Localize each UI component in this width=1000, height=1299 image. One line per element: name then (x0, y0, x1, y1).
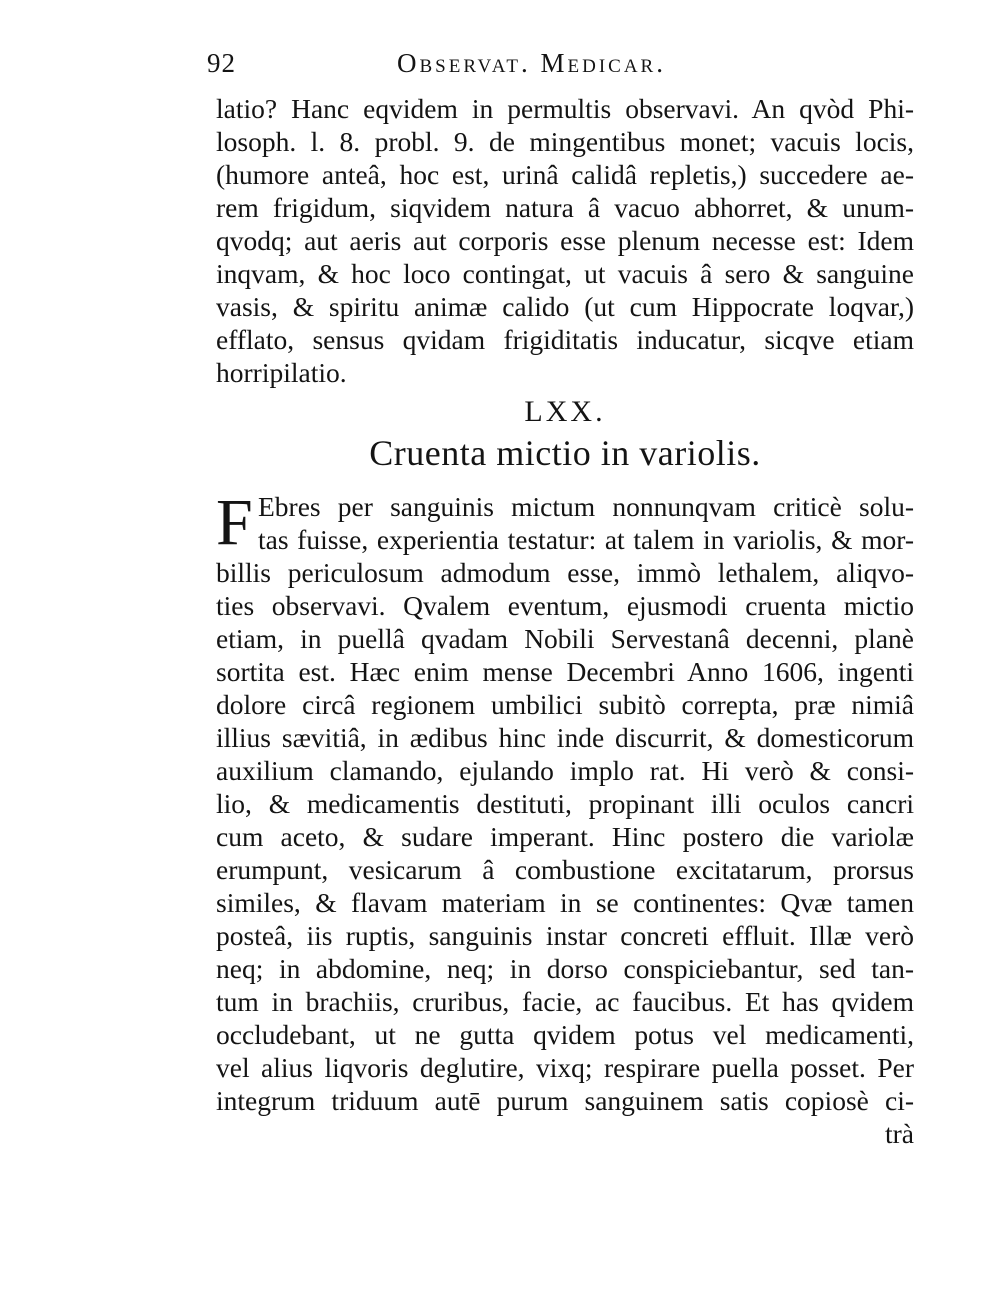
chapter-number: LXX. (524, 395, 606, 428)
text-line: inqvam, & hoc loco contingat, ut vacuis â sero & sanguine (216, 258, 914, 289)
page-number: 92 (207, 48, 236, 78)
text-line: vel alius liqvoris deglutire, vixq; respirare puella posset. Per (216, 1052, 914, 1083)
catchword: trà (884, 1118, 914, 1149)
text-line: dolore circâ regionem umbilici subitò correpta, præ nimiâ (216, 689, 914, 720)
text-line: vasis, & spiritu animæ calido (ut cum Hippocrate loqvar,) (216, 291, 914, 322)
running-head (207, 44, 727, 84)
text-line: illius sævitiâ, in ædibus hinc inde discurrit, & domesticorum (216, 722, 914, 753)
top-paragraph (216, 92, 914, 389)
text-line: (humore anteâ, hoc est, urinâ calidâ repletis,) succedere ae- (216, 159, 914, 190)
text-line: posteâ, iis ruptis, sanguinis instar concreti effluit. Illæ verò (216, 920, 914, 951)
text-line: tas fuisse, experientia testatur: at talem in variolis, & mor- (258, 524, 914, 555)
text-line: qvodq; aut aeris aut corporis esse plenum necesse est: Idem (216, 225, 914, 256)
text-line: Ebres per sanguinis mictum nonnunqvam criticè solu- (258, 491, 914, 522)
main-paragraph (216, 486, 914, 1150)
text-line: losoph. l. 8. probl. 9. de mingentibus monet; vacuis locis, (216, 126, 914, 157)
text-line: lio, & medicamentis destituti, propinant illi oculos cancri (216, 788, 914, 819)
text-line: ties observavi. Qvalem eventum, ejusmodi cruenta mictio (216, 590, 914, 621)
text-line: sortita est. Hæc enim mense Decembri Anno 1606, ingenti (216, 656, 914, 687)
text-line: billis periculosum admodum esse, immò lethalem, aliqvo- (216, 557, 914, 588)
text-line: erumpunt, vesicarum â combustione excitatarum, prorsus (216, 854, 914, 885)
text-line: integrum triduum autē purum sanguinem satis copiosè ci- (216, 1085, 914, 1116)
chapter-title: Cruenta mictio in variolis. (369, 433, 761, 473)
text-line: auxilium clamando, ejulando implo rat. Hi verò & consi- (216, 755, 914, 786)
text-line: etiam, in puellâ qvadam Nobili Servestanâ decenni, planè (216, 623, 914, 654)
text-line: efflato, sensus qvidam frigiditatis inducatur, sicqve etiam (216, 324, 914, 355)
text-line: horripilatio. (216, 357, 347, 388)
text-line: neq; in abdomine, neq; in dorso conspiciebantur, sed tan- (216, 953, 914, 984)
text-line: occludebant, ut ne gutta qvidem potus vel medicamenti, (216, 1019, 914, 1050)
text-line: tum in brachiis, cruribus, facie, ac faucibus. Et has qvidem (216, 986, 914, 1017)
text-line: rem frigidum, siqvidem natura â vacuo abhorret, & unum- (216, 192, 914, 223)
text-line: similes, & flavam materiam in se continentes: Qvæ tamen (216, 887, 914, 918)
text-line: cum aceto, & sudare imperant. Hinc postero die variolæ (216, 821, 914, 852)
running-title: Observat. Medicar. (397, 48, 666, 78)
drop-cap: F (216, 486, 253, 559)
text-line: latio? Hanc eqvidem in permultis observavi. An qvòd Phi- (216, 93, 914, 124)
